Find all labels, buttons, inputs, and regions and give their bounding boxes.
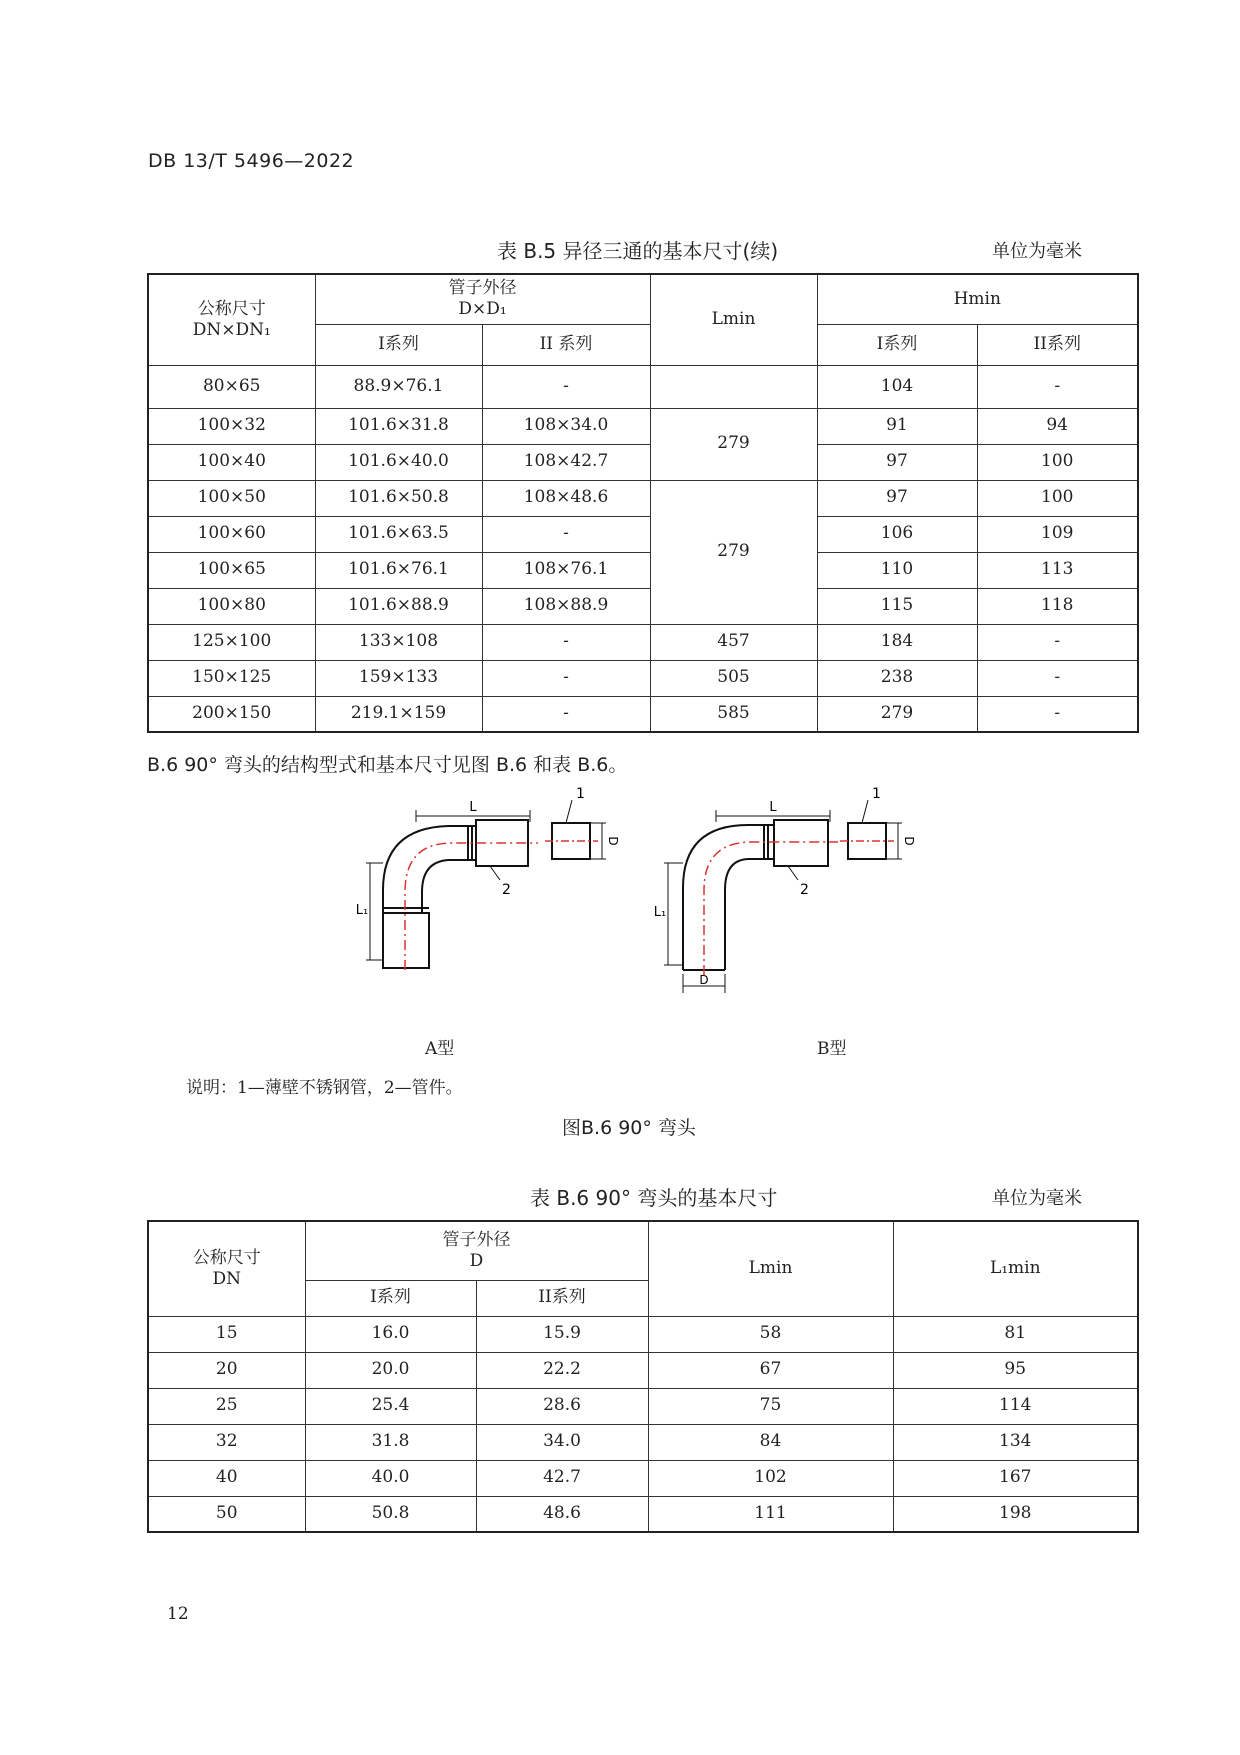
elbow-b-socket-horizontal — [774, 820, 828, 866]
cell-dn: 100×40 — [148, 444, 315, 480]
cell-d2: - — [482, 696, 650, 732]
table-row — [148, 1316, 1138, 1352]
table-b5-unit: 单位为毫米 — [992, 241, 1082, 262]
cell-dn: 20 — [148, 1352, 305, 1388]
cell-h2: 113 — [977, 552, 1138, 588]
cell-lmin: 84 — [648, 1424, 893, 1460]
table-row — [148, 516, 1138, 552]
cell-h1: 238 — [817, 660, 977, 696]
cell-dn: 15 — [148, 1316, 305, 1352]
elbow-b-dimensions — [664, 800, 902, 993]
cell-dn: 150×125 — [148, 660, 315, 696]
cell-d1: 101.6×63.5 — [315, 516, 482, 552]
cell-lmin: 67 — [648, 1352, 893, 1388]
header-od: 管子外径 D — [305, 1221, 648, 1280]
cell-lmin-merged: 279 — [650, 408, 817, 480]
cell-h1: 106 — [817, 516, 977, 552]
cell-h1: 104 — [817, 365, 977, 408]
table-b6-caption: 表 B.6 90° 弯头的基本尺寸 — [530, 1186, 778, 1210]
header-hmin: Hmin — [817, 274, 1138, 324]
cell-h1: 110 — [817, 552, 977, 588]
cell-lmin-merged: 279 — [650, 480, 817, 624]
cell-d2: 108×76.1 — [482, 552, 650, 588]
cell-d1: 20.0 — [305, 1352, 476, 1388]
cell-h1: 115 — [817, 588, 977, 624]
table-row — [148, 624, 1138, 660]
elbow-figure — [340, 780, 940, 1000]
cell-d2: 34.0 — [476, 1424, 648, 1460]
cell-h2: 100 — [977, 480, 1138, 516]
table-b6-header-row — [148, 1221, 1138, 1280]
label-b-D-stub: D — [902, 836, 916, 846]
table-row — [148, 1424, 1138, 1460]
cell-h1: 184 — [817, 624, 977, 660]
cell-d1: 101.6×40.0 — [315, 444, 482, 480]
cell-d2: 48.6 — [476, 1496, 648, 1532]
standard-number: DB 13/T 5496—2022 — [148, 150, 355, 172]
section-b6-text: B.6 90° 弯头的结构型式和基本尺寸见图 B.6 和表 B.6。 — [147, 754, 628, 776]
cell-dn: 50 — [148, 1496, 305, 1532]
figure-type-a-label: A型 — [425, 1039, 455, 1059]
table-row — [148, 1388, 1138, 1424]
cell-d2: 108×48.6 — [482, 480, 650, 516]
cell-d2: 108×42.7 — [482, 444, 650, 480]
label-b-L: L — [769, 800, 777, 815]
cell-h2: - — [977, 696, 1138, 732]
cell-lmin: 111 — [648, 1496, 893, 1532]
table-row — [148, 660, 1138, 696]
cell-dn: 32 — [148, 1424, 305, 1460]
cell-h2: - — [977, 660, 1138, 696]
cell-d2: 108×34.0 — [482, 408, 650, 444]
figure-note: 说明：1—薄壁不锈钢管，2—管件。 — [186, 1078, 463, 1098]
table-b5 — [147, 273, 1139, 733]
cell-h2: - — [977, 365, 1138, 408]
label-b-one: 1 — [872, 786, 881, 802]
cell-dn: 100×65 — [148, 552, 315, 588]
cell-h2: - — [977, 624, 1138, 660]
cell-d1: 101.6×50.8 — [315, 480, 482, 516]
table-row — [148, 1460, 1138, 1496]
cell-d1: 40.0 — [305, 1460, 476, 1496]
elbow-b-outer-arc — [683, 825, 748, 970]
elbow-a-inner-arc — [422, 860, 448, 892]
cell-d1: 101.6×88.9 — [315, 588, 482, 624]
header-nominal: 公称尺寸 DN×DN₁ — [148, 274, 315, 365]
cell-lmin: 58 — [648, 1316, 893, 1352]
cell-h1: 97 — [817, 444, 977, 480]
cell-h1: 91 — [817, 408, 977, 444]
label-b-L1: L₁ — [653, 905, 667, 920]
cell-h2: 109 — [977, 516, 1138, 552]
table-row — [148, 408, 1138, 444]
cell-d1: 25.4 — [305, 1388, 476, 1424]
cell-d2: - — [482, 660, 650, 696]
cell-d2: 22.2 — [476, 1352, 648, 1388]
cell-dn: 100×32 — [148, 408, 315, 444]
table-row — [148, 444, 1138, 480]
label-b-two: 2 — [800, 882, 809, 898]
cell-h1: 279 — [817, 696, 977, 732]
table-row — [148, 696, 1138, 732]
cell-d2: - — [482, 516, 650, 552]
header-lmin: Lmin — [648, 1221, 893, 1316]
cell-d1: 159×133 — [315, 660, 482, 696]
header-od: 管子外径 D×D₁ — [315, 274, 650, 324]
cell-h2: 94 — [977, 408, 1138, 444]
cell-l1min: 81 — [893, 1316, 1138, 1352]
table-row — [148, 1352, 1138, 1388]
table-row — [148, 480, 1138, 516]
table-row — [148, 588, 1138, 624]
table-b5-header-row — [148, 274, 1138, 324]
cell-d2: - — [482, 365, 650, 408]
cell-d1: 101.6×76.1 — [315, 552, 482, 588]
cell-lmin: 102 — [648, 1460, 893, 1496]
cell-d1: 31.8 — [305, 1424, 476, 1460]
cell-dn: 100×80 — [148, 588, 315, 624]
cell-d2: 28.6 — [476, 1388, 648, 1424]
cell-d2: - — [482, 624, 650, 660]
header-series2: II 系列 — [482, 324, 650, 365]
header-series2: II系列 — [476, 1280, 648, 1316]
cell-h2: 100 — [977, 444, 1138, 480]
cell-lmin: 75 — [648, 1388, 893, 1424]
cell-h2: 118 — [977, 588, 1138, 624]
elbow-a-outer-arc — [383, 826, 448, 890]
cell-dn: 100×60 — [148, 516, 315, 552]
cell-d1: 50.8 — [305, 1496, 476, 1532]
cell-l1min: 95 — [893, 1352, 1138, 1388]
table-row — [148, 1496, 1138, 1532]
table-row — [148, 552, 1138, 588]
page-number: 12 — [167, 1604, 189, 1624]
cell-dn: 40 — [148, 1460, 305, 1496]
elbow-b-inner-arc — [725, 859, 748, 970]
cell-lmin: 457 — [650, 624, 817, 660]
cell-dn: 25 — [148, 1388, 305, 1424]
cell-d1: 88.9×76.1 — [315, 365, 482, 408]
header-l1min: L₁min — [893, 1221, 1138, 1316]
elbow-a-socket-vertical — [383, 913, 429, 968]
cell-d1: 101.6×31.8 — [315, 408, 482, 444]
cell-l1min: 134 — [893, 1424, 1138, 1460]
cell-dn: 125×100 — [148, 624, 315, 660]
table-b5-caption: 表 B.5 异径三通的基本尺寸(续) — [497, 239, 779, 263]
cell-lmin: 505 — [650, 660, 817, 696]
header-h-series1: I系列 — [817, 324, 977, 365]
label-a-two: 2 — [502, 882, 511, 898]
cell-l1min: 114 — [893, 1388, 1138, 1424]
cell-h1: 97 — [817, 480, 977, 516]
cell-l1min: 167 — [893, 1460, 1138, 1496]
cell-dn: 100×50 — [148, 480, 315, 516]
cell-d2: 108×88.9 — [482, 588, 650, 624]
cell-d2: 42.7 — [476, 1460, 648, 1496]
cell-lmin — [650, 365, 817, 408]
label-b-D: D — [699, 973, 709, 987]
cell-d1: 219.1×159 — [315, 696, 482, 732]
cell-d2: 15.9 — [476, 1316, 648, 1352]
cell-d1: 133×108 — [315, 624, 482, 660]
header-series1: I系列 — [315, 324, 482, 365]
label-a-L: L — [469, 800, 477, 815]
label-a-L1: L₁ — [355, 903, 369, 918]
header-lmin: Lmin — [650, 274, 817, 365]
label-a-D: D — [606, 836, 620, 846]
header-series1: I系列 — [305, 1280, 476, 1316]
cell-lmin: 585 — [650, 696, 817, 732]
table-row — [148, 365, 1138, 408]
figure-caption: 图B.6 90° 弯头 — [562, 1117, 696, 1139]
table-b6-unit: 单位为毫米 — [992, 1188, 1082, 1209]
cell-dn: 200×150 — [148, 696, 315, 732]
figure-type-b-label: B型 — [817, 1039, 847, 1059]
cell-d1: 16.0 — [305, 1316, 476, 1352]
header-h-series2: II系列 — [977, 324, 1138, 365]
header-nominal: 公称尺寸 DN — [148, 1221, 305, 1316]
elbow-a-centerline — [405, 843, 538, 970]
cell-l1min: 198 — [893, 1496, 1138, 1532]
label-a-one: 1 — [576, 786, 585, 802]
cell-dn: 80×65 — [148, 365, 315, 408]
table-b6 — [147, 1220, 1139, 1533]
